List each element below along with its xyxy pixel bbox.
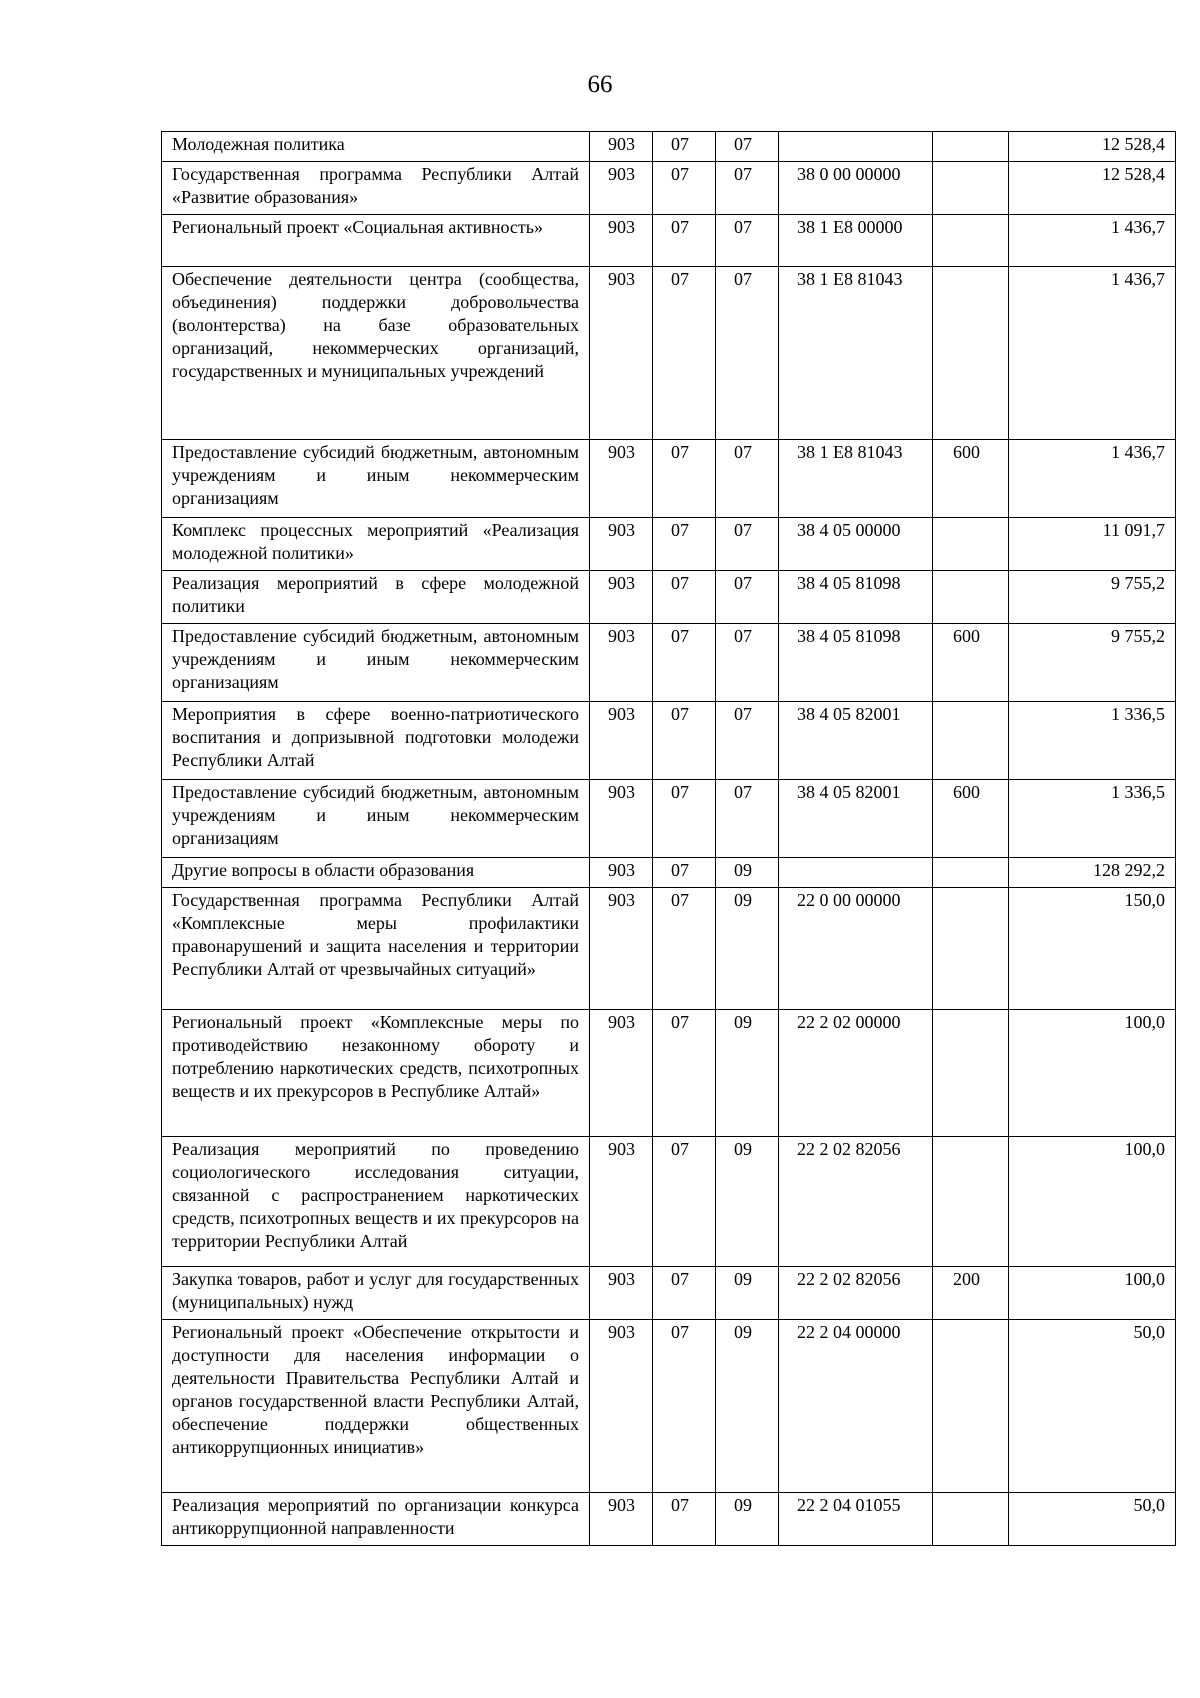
row-name: Реализация мероприятий по проведению социологического исследования ситуации, связанной с распространением наркотических средств, психотропных веществ и их прекурсоров на территории Республики Алтай (162, 1137, 590, 1267)
row-sum: 9 755,2 (1009, 624, 1176, 702)
row-rz: 07 (653, 267, 716, 440)
page-number: 66 (587, 71, 613, 98)
row-csr (779, 132, 933, 162)
row-gr: 903 (590, 1137, 653, 1267)
row-name: Предоставление субсидий бюджетным, автономным учреждениям и иным некоммерческим организациям (162, 780, 590, 858)
table-row (162, 518, 1176, 571)
row-rz: 07 (653, 1267, 716, 1320)
row-name: Государственная программа Республики Алтай «Комплексные меры профилактики правонарушений и защита населения и территории Республики Алтай от чрезвычайных ситуаций» (162, 888, 590, 1010)
row-sum: 12 528,4 (1009, 132, 1176, 162)
row-csr: 22 2 02 82056 (779, 1267, 933, 1320)
row-rz: 07 (653, 162, 716, 215)
row-pr: 07 (716, 132, 779, 162)
row-pr: 09 (716, 1010, 779, 1137)
row-gr: 903 (590, 571, 653, 624)
row-csr: 38 1 E8 81043 (779, 267, 933, 440)
row-csr: 38 1 E8 81043 (779, 440, 933, 518)
row-vr (933, 132, 1009, 162)
row-csr: 22 2 04 01055 (779, 1493, 933, 1546)
row-rz: 07 (653, 215, 716, 267)
row-csr: 38 4 05 82001 (779, 702, 933, 780)
table-row (162, 440, 1176, 518)
row-name: Обеспечение деятельности центра (сообщества, объединения) поддержки добровольчества (волонтерства) на базе образовательных организаций, некоммерческих организаций, государственных и муниципальных учреждений (162, 267, 590, 440)
row-vr (933, 1493, 1009, 1546)
row-rz: 07 (653, 1493, 716, 1546)
row-name: Реализация мероприятий по организации конкурса антикоррупционной направленности (162, 1493, 590, 1546)
row-gr: 903 (590, 780, 653, 858)
row-csr: 38 0 00 00000 (779, 162, 933, 215)
table-row (162, 1493, 1176, 1546)
row-sum: 1 436,7 (1009, 215, 1176, 267)
row-csr: 38 4 05 81098 (779, 571, 933, 624)
row-name: Молодежная политика (162, 132, 590, 162)
row-rz: 07 (653, 1010, 716, 1137)
row-name: Мероприятия в сфере военно-патриотического воспитания и допризывной подготовки молодежи Республики Алтай (162, 702, 590, 780)
row-pr: 09 (716, 1320, 779, 1493)
row-vr: 600 (933, 624, 1009, 702)
row-gr: 903 (590, 440, 653, 518)
row-gr: 903 (590, 1267, 653, 1320)
row-pr: 07 (716, 624, 779, 702)
row-pr: 07 (716, 215, 779, 267)
row-csr: 38 4 05 00000 (779, 518, 933, 571)
row-sum: 12 528,4 (1009, 162, 1176, 215)
row-rz: 07 (653, 1137, 716, 1267)
row-sum: 50,0 (1009, 1320, 1176, 1493)
row-sum: 1 436,7 (1009, 267, 1176, 440)
row-gr: 903 (590, 518, 653, 571)
table-row (162, 571, 1176, 624)
table-row (162, 1267, 1176, 1320)
row-pr: 09 (716, 858, 779, 888)
row-vr: 600 (933, 780, 1009, 858)
row-pr: 09 (716, 1267, 779, 1320)
row-csr: 38 1 E8 00000 (779, 215, 933, 267)
row-rz: 07 (653, 132, 716, 162)
row-gr: 903 (590, 888, 653, 1010)
row-gr: 903 (590, 132, 653, 162)
row-pr: 07 (716, 571, 779, 624)
row-rz: 07 (653, 858, 716, 888)
row-csr: 22 0 00 00000 (779, 888, 933, 1010)
row-gr: 903 (590, 1493, 653, 1546)
row-name: Комплекс процессных мероприятий «Реализация молодежной политики» (162, 518, 590, 571)
table-row (162, 1320, 1176, 1493)
row-name: Другие вопросы в области образования (162, 858, 590, 888)
row-pr: 09 (716, 1137, 779, 1267)
row-csr: 38 4 05 82001 (779, 780, 933, 858)
table-row (162, 858, 1176, 888)
row-pr: 09 (716, 888, 779, 1010)
row-pr: 07 (716, 702, 779, 780)
row-gr: 903 (590, 162, 653, 215)
table-row (162, 132, 1176, 162)
table-row (162, 888, 1176, 1010)
row-rz: 07 (653, 1320, 716, 1493)
table-row (162, 215, 1176, 267)
row-pr: 07 (716, 267, 779, 440)
row-rz: 07 (653, 702, 716, 780)
row-vr (933, 1137, 1009, 1267)
row-name: Реализация мероприятий в сфере молодежной политики (162, 571, 590, 624)
row-sum: 9 755,2 (1009, 571, 1176, 624)
table-row (162, 162, 1176, 215)
row-csr: 38 4 05 81098 (779, 624, 933, 702)
row-pr: 07 (716, 518, 779, 571)
row-vr (933, 1010, 1009, 1137)
row-pr: 07 (716, 780, 779, 858)
row-sum: 100,0 (1009, 1267, 1176, 1320)
table-row (162, 1010, 1176, 1137)
row-name: Региональный проект «Социальная активность» (162, 215, 590, 267)
row-vr (933, 1320, 1009, 1493)
row-vr (933, 162, 1009, 215)
row-pr: 07 (716, 162, 779, 215)
row-sum: 128 292,2 (1009, 858, 1176, 888)
row-vr (933, 702, 1009, 780)
row-name: Региональный проект «Обеспечение открытости и доступности для населения информации о деятельности Правительства Республики Алтай и органов государственной власти Республики Алтай, обеспечение поддержки общественных антикоррупционных инициатив» (162, 1320, 590, 1493)
row-rz: 07 (653, 624, 716, 702)
table-row (162, 1137, 1176, 1267)
row-rz: 07 (653, 780, 716, 858)
row-gr: 903 (590, 624, 653, 702)
table-row (162, 267, 1176, 440)
row-pr: 07 (716, 440, 779, 518)
row-vr (933, 858, 1009, 888)
table-row (162, 780, 1176, 858)
row-sum: 11 091,7 (1009, 518, 1176, 571)
row-name: Предоставление субсидий бюджетным, автономным учреждениям и иным некоммерческим организациям (162, 440, 590, 518)
row-rz: 07 (653, 518, 716, 571)
row-gr: 903 (590, 215, 653, 267)
row-sum: 1 336,5 (1009, 780, 1176, 858)
budget-table-body (162, 132, 1176, 1546)
row-gr: 903 (590, 702, 653, 780)
table-row (162, 624, 1176, 702)
row-gr: 903 (590, 1320, 653, 1493)
row-vr: 200 (933, 1267, 1009, 1320)
row-vr (933, 215, 1009, 267)
row-pr: 09 (716, 1493, 779, 1546)
row-sum: 1 336,5 (1009, 702, 1176, 780)
row-name: Региональный проект «Комплексные меры по противодействию незаконному обороту и потреблению наркотических средств, психотропных веществ и их прекурсоров в Республике Алтай» (162, 1010, 590, 1137)
row-gr: 903 (590, 267, 653, 440)
row-sum: 1 436,7 (1009, 440, 1176, 518)
row-name: Государственная программа Республики Алтай «Развитие образования» (162, 162, 590, 215)
row-csr: 22 2 02 82056 (779, 1137, 933, 1267)
row-vr (933, 571, 1009, 624)
row-name: Предоставление субсидий бюджетным, автономным учреждениям и иным некоммерческим организациям (162, 624, 590, 702)
row-csr: 22 2 04 00000 (779, 1320, 933, 1493)
row-vr (933, 518, 1009, 571)
row-rz: 07 (653, 888, 716, 1010)
row-sum: 100,0 (1009, 1137, 1176, 1267)
row-vr (933, 888, 1009, 1010)
row-name: Закупка товаров, работ и услуг для государственных (муниципальных) нужд (162, 1267, 590, 1320)
row-rz: 07 (653, 571, 716, 624)
budget-table (161, 131, 1176, 1546)
row-csr (779, 858, 933, 888)
row-csr: 22 2 02 00000 (779, 1010, 933, 1137)
row-gr: 903 (590, 858, 653, 888)
row-vr (933, 267, 1009, 440)
row-gr: 903 (590, 1010, 653, 1137)
row-sum: 50,0 (1009, 1493, 1176, 1546)
row-vr: 600 (933, 440, 1009, 518)
row-sum: 100,0 (1009, 1010, 1176, 1137)
row-rz: 07 (653, 440, 716, 518)
table-row (162, 702, 1176, 780)
row-sum: 150,0 (1009, 888, 1176, 1010)
